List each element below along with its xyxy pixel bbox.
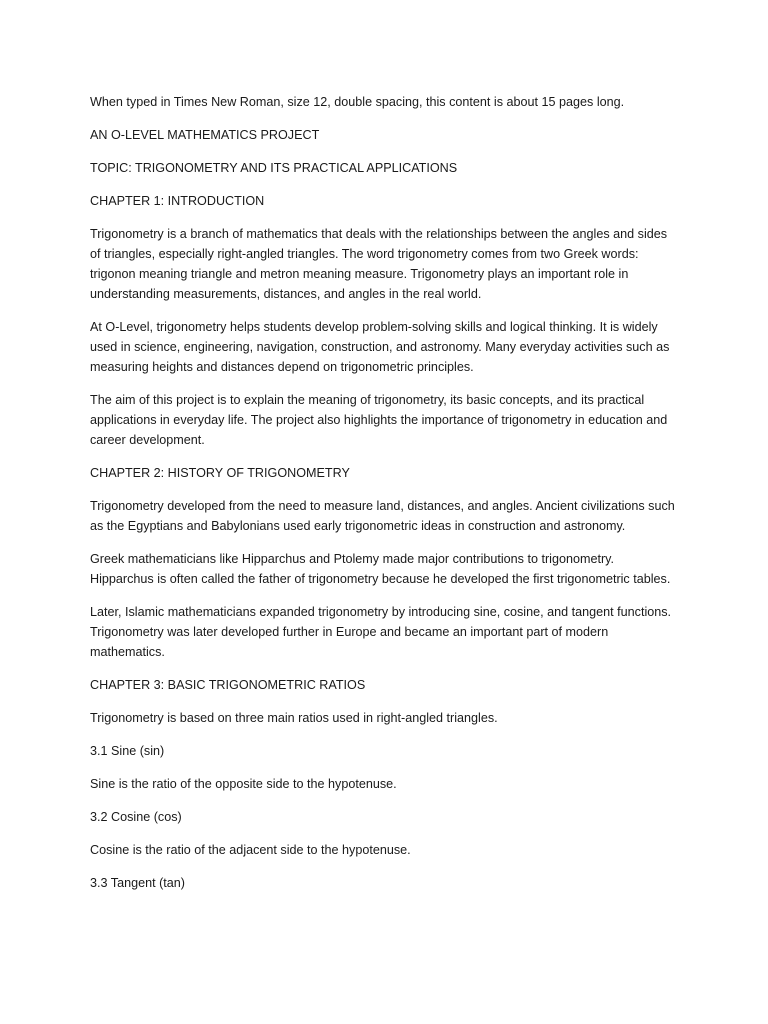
chapter-1-paragraph: Trigonometry is a branch of mathematics that deals with the relationships between the angles and sides of triangles, especially right-angled triangles. The word trigonometry comes from two Greek words: trigonon meaning triangle and metron meaning measure. Trigonometry plays an important role in understanding measurements, distances, and angles in the real world. — [90, 227, 668, 301]
cosine-subheading: 3.2 Cosine (cos) — [90, 810, 182, 824]
cosine-definition: Cosine is the ratio of the adjacent side to the hypotenuse. — [90, 843, 411, 857]
chapter-2-heading: CHAPTER 2: HISTORY OF TRIGONOMETRY — [90, 466, 350, 480]
tangent-subheading: 3.3 Tangent (tan) — [90, 876, 185, 890]
project-topic: TOPIC: TRIGONOMETRY AND ITS PRACTICAL APPLICATIONS — [90, 161, 458, 175]
chapter-1-paragraph: The aim of this project is to explain the meaning of trigonometry, its basic concepts, and its practical applications in everyday life. The project also highlights the importance of trigonometry in education and career development. — [90, 393, 668, 447]
chapter-3-intro: Trigonometry is based on three main ratios used in right-angled triangles. — [90, 711, 498, 725]
chapter-2-paragraph: Later, Islamic mathematicians expanded trigonometry by introducing sine, cosine, and tangent functions. Trigonometry was later developed further in Europe and became an important part of modern mathematics. — [90, 605, 672, 659]
sine-subheading: 3.1 Sine (sin) — [90, 744, 165, 758]
sine-definition: Sine is the ratio of the opposite side to the hypotenuse. — [90, 777, 397, 791]
chapter-3-heading: CHAPTER 3: BASIC TRIGONOMETRIC RATIOS — [90, 678, 366, 692]
length-note: When typed in Times New Roman, size 12, double spacing, this content is about 15 pages long. — [90, 95, 625, 109]
chapter-2-paragraph: Greek mathematicians like Hipparchus and Ptolemy made major contributions to trigonometry. Hipparchus is often called the father of trigonometry because he developed the first trigonometric tables. — [90, 552, 671, 586]
project-title: AN O-LEVEL MATHEMATICS PROJECT — [90, 128, 320, 142]
chapter-2-paragraph: Trigonometry developed from the need to measure land, distances, and angles. Ancient civilizations such as the Egyptians and Babylonians used early trigonometric ideas in construction and astronomy. — [90, 499, 675, 533]
chapter-1-paragraph: At O-Level, trigonometry helps students develop problem-solving skills and logical thinking. It is widely used in science, engineering, navigation, construction, and astronomy. Many everyday activities such as measuring heights and distances depend on trigonometric principles. — [90, 320, 670, 374]
chapter-1-heading: CHAPTER 1: INTRODUCTION — [90, 194, 265, 208]
